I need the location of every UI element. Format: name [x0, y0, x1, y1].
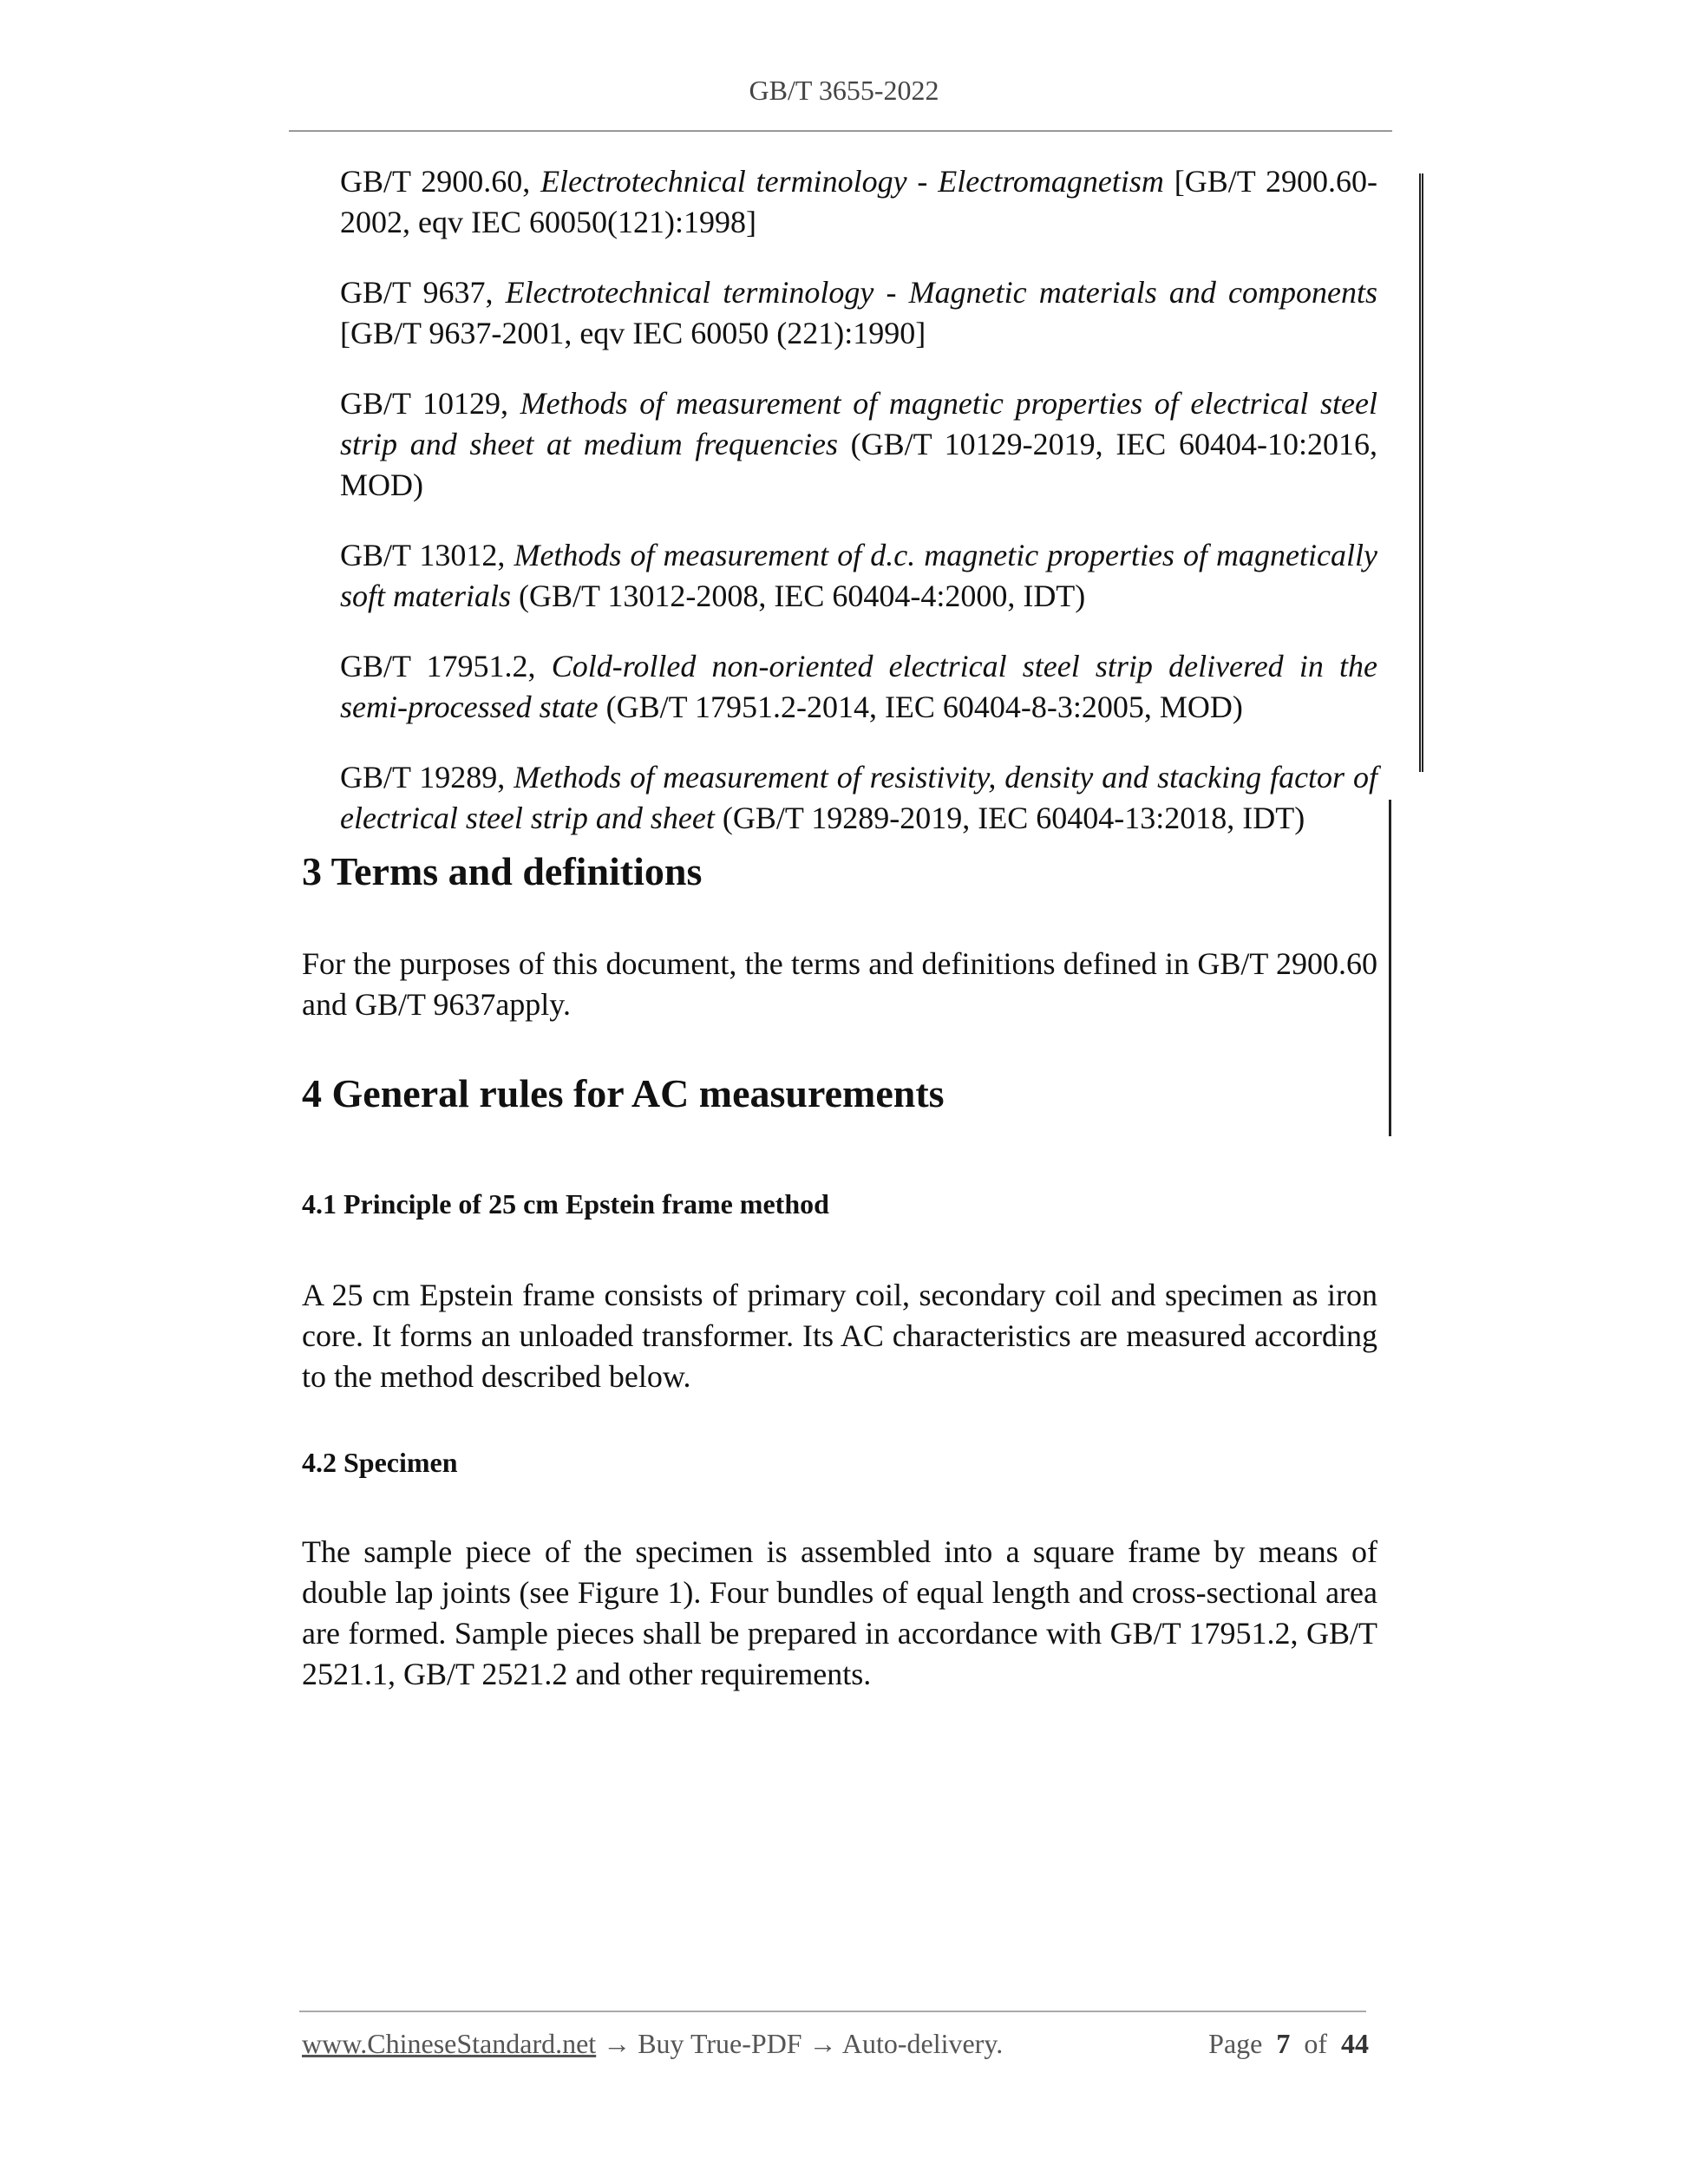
- reference-code: GB/T 13012,: [340, 538, 514, 572]
- reference-suffix: (GB/T 13012-2008, IEC 60404-4:2000, IDT): [511, 579, 1086, 613]
- reference-item: [340, 272, 1377, 354]
- reference-item: [340, 646, 1377, 728]
- page-number: [1208, 2028, 1369, 2060]
- arrow-icon: →: [801, 2028, 842, 2059]
- reference-suffix: (GB/T 17951.2-2014, IEC 60404-8-3:2005, MOD): [598, 690, 1243, 724]
- reference-code: GB/T 2900.60,: [340, 164, 541, 199]
- reference-title: Cold-rolled non-oriented electrical steel strip delivered in the semi-processed state: [340, 649, 1377, 724]
- section-4-1-text: A 25 cm Epstein frame consists of primary coil, secondary coil and specimen as iron core. It forms an unloaded transformer. Its AC characteristics are measured according to the method described below.: [302, 1278, 1377, 1394]
- reference-suffix: (GB/T 10129-2019, IEC 60404-10:2016, MOD): [340, 427, 1377, 502]
- page-current: 7: [1276, 2028, 1291, 2059]
- page-of: of: [1304, 2028, 1327, 2059]
- page-footer: [302, 2028, 1369, 2066]
- auto-delivery-text: Auto-delivery.: [841, 2028, 1004, 2059]
- arrow-icon: →: [596, 2028, 638, 2059]
- reference-title: Methods of measurement of d.c. magnetic properties of magnetically soft materials: [340, 538, 1377, 613]
- reference-title: Methods of measurement of resistivity, density and stacking factor of electrical steel strip and sheet: [340, 760, 1378, 835]
- footer-rule: [299, 2011, 1366, 2012]
- normative-reference-list: [340, 161, 1377, 868]
- reference-suffix: [GB/T 9637-2001, eqv IEC 60050 (221):1990]: [340, 316, 926, 350]
- reference-title: Electrotechnical terminology - Electromagnetism: [540, 164, 1164, 199]
- section-3-heading: 3 Terms and definitions: [302, 849, 703, 893]
- change-bar: [1419, 173, 1423, 772]
- reference-item: [340, 383, 1377, 506]
- page-label: Page: [1208, 2028, 1263, 2059]
- reference-code: GB/T 17951.2,: [340, 649, 552, 683]
- reference-suffix: (GB/T 19289-2019, IEC 60404-13:2018, IDT): [714, 801, 1305, 835]
- buy-pdf-text: Buy True-PDF: [638, 2028, 802, 2059]
- section-3-text: For the purposes of this document, the terms and definitions defined in GB/T 2900.60 and GB/T 9637apply.: [302, 946, 1377, 1022]
- reference-code: GB/T 9637,: [340, 275, 506, 310]
- website-link[interactable]: www.ChineseStandard.net: [302, 2028, 597, 2059]
- page-total: 44: [1341, 2028, 1369, 2059]
- reference-code: GB/T 10129,: [340, 386, 520, 421]
- reference-title: Methods of measurement of magnetic properties of electrical steel strip and sheet at medium frequencies: [340, 386, 1377, 461]
- header-rule: [289, 130, 1392, 132]
- change-bar: [1389, 800, 1391, 1136]
- section-4-1-heading: 4.1 Principle of 25 cm Epstein frame method: [302, 1188, 829, 1220]
- reference-item: [340, 161, 1377, 243]
- footer-promo: [302, 2028, 1003, 2060]
- reference-suffix: [GB/T 2900.60-2002, eqv IEC 60050(121):1998]: [340, 164, 1378, 239]
- reference-item: [340, 757, 1377, 839]
- reference-item: [340, 535, 1377, 617]
- running-header: GB/T 3655-2022: [749, 75, 939, 106]
- section-4-2-text: The sample piece of the specimen is assembled into a square frame by means of double lap joints (see Figure 1). Four bundles of equal length and cross-sectional area are formed. Sample pieces shall be prepared in accordance with GB/T 17951.2, GB/T 2521.1, GB/T 2521.2 and other requirements.: [302, 1534, 1377, 1691]
- reference-code: GB/T 19289,: [340, 760, 514, 794]
- reference-title: Electrotechnical terminology - Magnetic materials and components: [505, 275, 1377, 310]
- section-4-heading: 4 General rules for AC measurements: [302, 1071, 945, 1115]
- section-4-2-heading: 4.2 Specimen: [302, 1447, 458, 1478]
